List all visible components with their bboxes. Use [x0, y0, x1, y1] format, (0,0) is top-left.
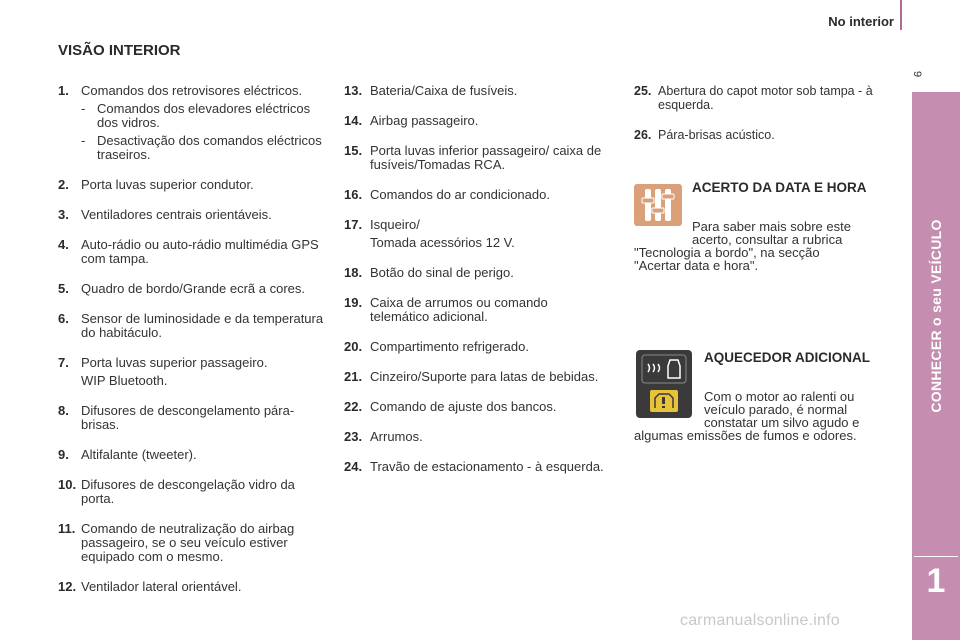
heater-box-body: [634, 390, 906, 442]
item-text: Difusores de descongelação vidro da porta.: [81, 477, 295, 506]
heater-box-line: veículo parado, é normal: [704, 402, 848, 417]
item-text: Pára-brisas acústico.: [658, 128, 775, 142]
item-text: Comando de neutralização do airbag passageiro, se o seu veículo estiver equipado com o mesmo.: [81, 521, 295, 564]
list-item: [344, 460, 606, 474]
list-item: [344, 114, 606, 128]
item-subtext: WIP Bluetooth.: [81, 373, 168, 388]
section-title: VISÃO INTERIOR: [58, 42, 181, 59]
list-item: [344, 400, 606, 414]
list-item: [344, 430, 606, 444]
item-number: 17.: [344, 217, 363, 232]
item-text: Isqueiro/: [370, 217, 420, 232]
item-bullet: - Comandos dos elevadores eléctricos dos vidros.: [81, 102, 330, 130]
heater-box-line: constatar um silvo agudo e: [704, 415, 860, 430]
item-number: 18.: [344, 265, 363, 280]
list-item: [344, 218, 606, 250]
item-number: 11.: [58, 521, 76, 536]
item-text: Sensor de luminosidade e da temperatura do habitáculo.: [81, 311, 324, 340]
item-number: 7.: [58, 355, 69, 370]
list-item: [58, 448, 330, 462]
list-item: [58, 208, 330, 222]
item-number: 21.: [344, 369, 363, 384]
list-item: [344, 144, 606, 172]
list-item: [58, 522, 330, 564]
item-text: Porta luvas superior passageiro.: [81, 355, 268, 370]
item-number: 19.: [344, 295, 363, 310]
slider-knob-left: [642, 198, 654, 203]
page-header-title: No interior: [828, 14, 894, 29]
item-text: Porta luvas inferior passageiro/ caixa de fusíveis/Tomadas RCA.: [370, 143, 602, 172]
item-text: Travão de estacionamento - à esquerda.: [370, 459, 604, 474]
date-box-line: "Tecnologia a bordo", na secção: [634, 245, 820, 260]
chapter-number: 1: [926, 562, 946, 600]
heater-box-line: algumas emissões de fumos e odores.: [634, 428, 857, 443]
heater-box-line: Com o motor ao ralenti ou: [704, 389, 855, 404]
heat-waves-icon: [648, 364, 660, 372]
item-number: 20.: [344, 339, 363, 354]
item-number: 8.: [58, 403, 69, 418]
slider-track-left: [645, 189, 651, 221]
item-number: 13.: [344, 83, 363, 98]
item-number: 16.: [344, 187, 363, 202]
item-text: Ventiladores centrais orientáveis.: [81, 207, 272, 222]
item-number: 2.: [58, 177, 69, 192]
date-box-line: "Acertar data e hora".: [634, 258, 759, 273]
heater-box-title: AQUECEDOR ADICIONAL: [704, 350, 871, 365]
list-item: [634, 84, 906, 112]
item-number: 5.: [58, 281, 69, 296]
date-box-body: [634, 220, 904, 272]
list-item: [58, 312, 330, 340]
item-text: Altifalante (tweeter).: [81, 447, 197, 462]
item-text: Airbag passageiro.: [370, 113, 479, 128]
slider-knob-middle: [652, 208, 664, 213]
item-text: Quadro de bordo/Grande ecrã a cores.: [81, 281, 306, 296]
chapter-tab-divider: [914, 556, 958, 557]
item-text: Arrumos.: [370, 429, 423, 444]
slider-knob-right: [662, 194, 674, 199]
item-number: 25.: [634, 84, 652, 98]
item-number: 6.: [58, 311, 69, 326]
item-number: 1.: [58, 83, 69, 98]
list-item: [344, 370, 606, 384]
item-text: Abertura do capot motor sob tampa - à esquerda.: [658, 84, 873, 112]
list-item: [344, 188, 606, 202]
item-text: Comando de ajuste dos bancos.: [370, 399, 557, 414]
car-top-icon: [668, 360, 680, 378]
item-text: Compartimento refrigerado.: [370, 339, 529, 354]
item-text: Bateria/Caixa de fusíveis.: [370, 83, 518, 98]
item-number: 3.: [58, 207, 69, 222]
item-number: 24.: [344, 459, 363, 474]
list-item: [344, 296, 606, 324]
item-text: Comandos do ar condicionado.: [370, 187, 550, 202]
item-number: 23.: [344, 429, 363, 444]
list-item: [58, 84, 330, 162]
page-number: 9: [911, 70, 924, 78]
item-text: Caixa de arrumos ou comando telemático adicional.: [370, 295, 548, 324]
watermark: carmanualsonline.info: [680, 612, 840, 629]
item-number: 22.: [344, 399, 363, 414]
item-number: 9.: [58, 447, 69, 462]
slider-track-middle: [655, 189, 661, 221]
list-item: [58, 580, 330, 594]
item-subtext: Tomada acessórios 12 V.: [370, 235, 515, 250]
list-item: [58, 404, 330, 432]
date-box-line: acerto, consultar a rubrica: [692, 232, 843, 247]
list-item: [344, 266, 606, 280]
item-bullet: - Desactivação dos comandos eléctricos traseiros.: [81, 134, 330, 162]
item-text: Difusores de descongelamento pára-brisas.: [81, 403, 295, 432]
list-item: [58, 478, 330, 506]
items-column-2: [344, 84, 606, 490]
list-item: [344, 84, 606, 98]
header-bar: [900, 0, 902, 30]
list-item: [58, 356, 330, 388]
item-number: 14.: [344, 113, 363, 128]
item-number: 26.: [634, 128, 652, 142]
item-text: Ventilador lateral orientável.: [81, 579, 242, 594]
items-column-1: [58, 84, 330, 610]
item-text: Auto-rádio ou auto-rádio multimédia GPS com tampa.: [81, 237, 319, 266]
list-item: [634, 128, 906, 142]
chapter-tab-label: CONHECER o seu VEÍCULO: [928, 219, 944, 413]
item-number: 15.: [344, 143, 363, 158]
date-box-title: ACERTO DA DATA E HORA: [692, 180, 867, 195]
item-number: 4.: [58, 237, 69, 252]
list-item: [58, 282, 330, 296]
item-text: Comandos dos retrovisores eléctricos.: [81, 83, 303, 98]
item-text: Botão do sinal de perigo.: [370, 265, 514, 280]
items-column-3: [634, 84, 906, 158]
list-item: [58, 178, 330, 192]
item-text: Cinzeiro/Suporte para latas de bebidas.: [370, 369, 599, 384]
list-item: [344, 340, 606, 354]
item-number: 12.: [58, 579, 77, 594]
list-item: [58, 238, 330, 266]
item-number: 10.: [58, 477, 77, 492]
item-text: Porta luvas superior condutor.: [81, 177, 254, 192]
date-box-line: Para saber mais sobre este: [692, 219, 851, 234]
